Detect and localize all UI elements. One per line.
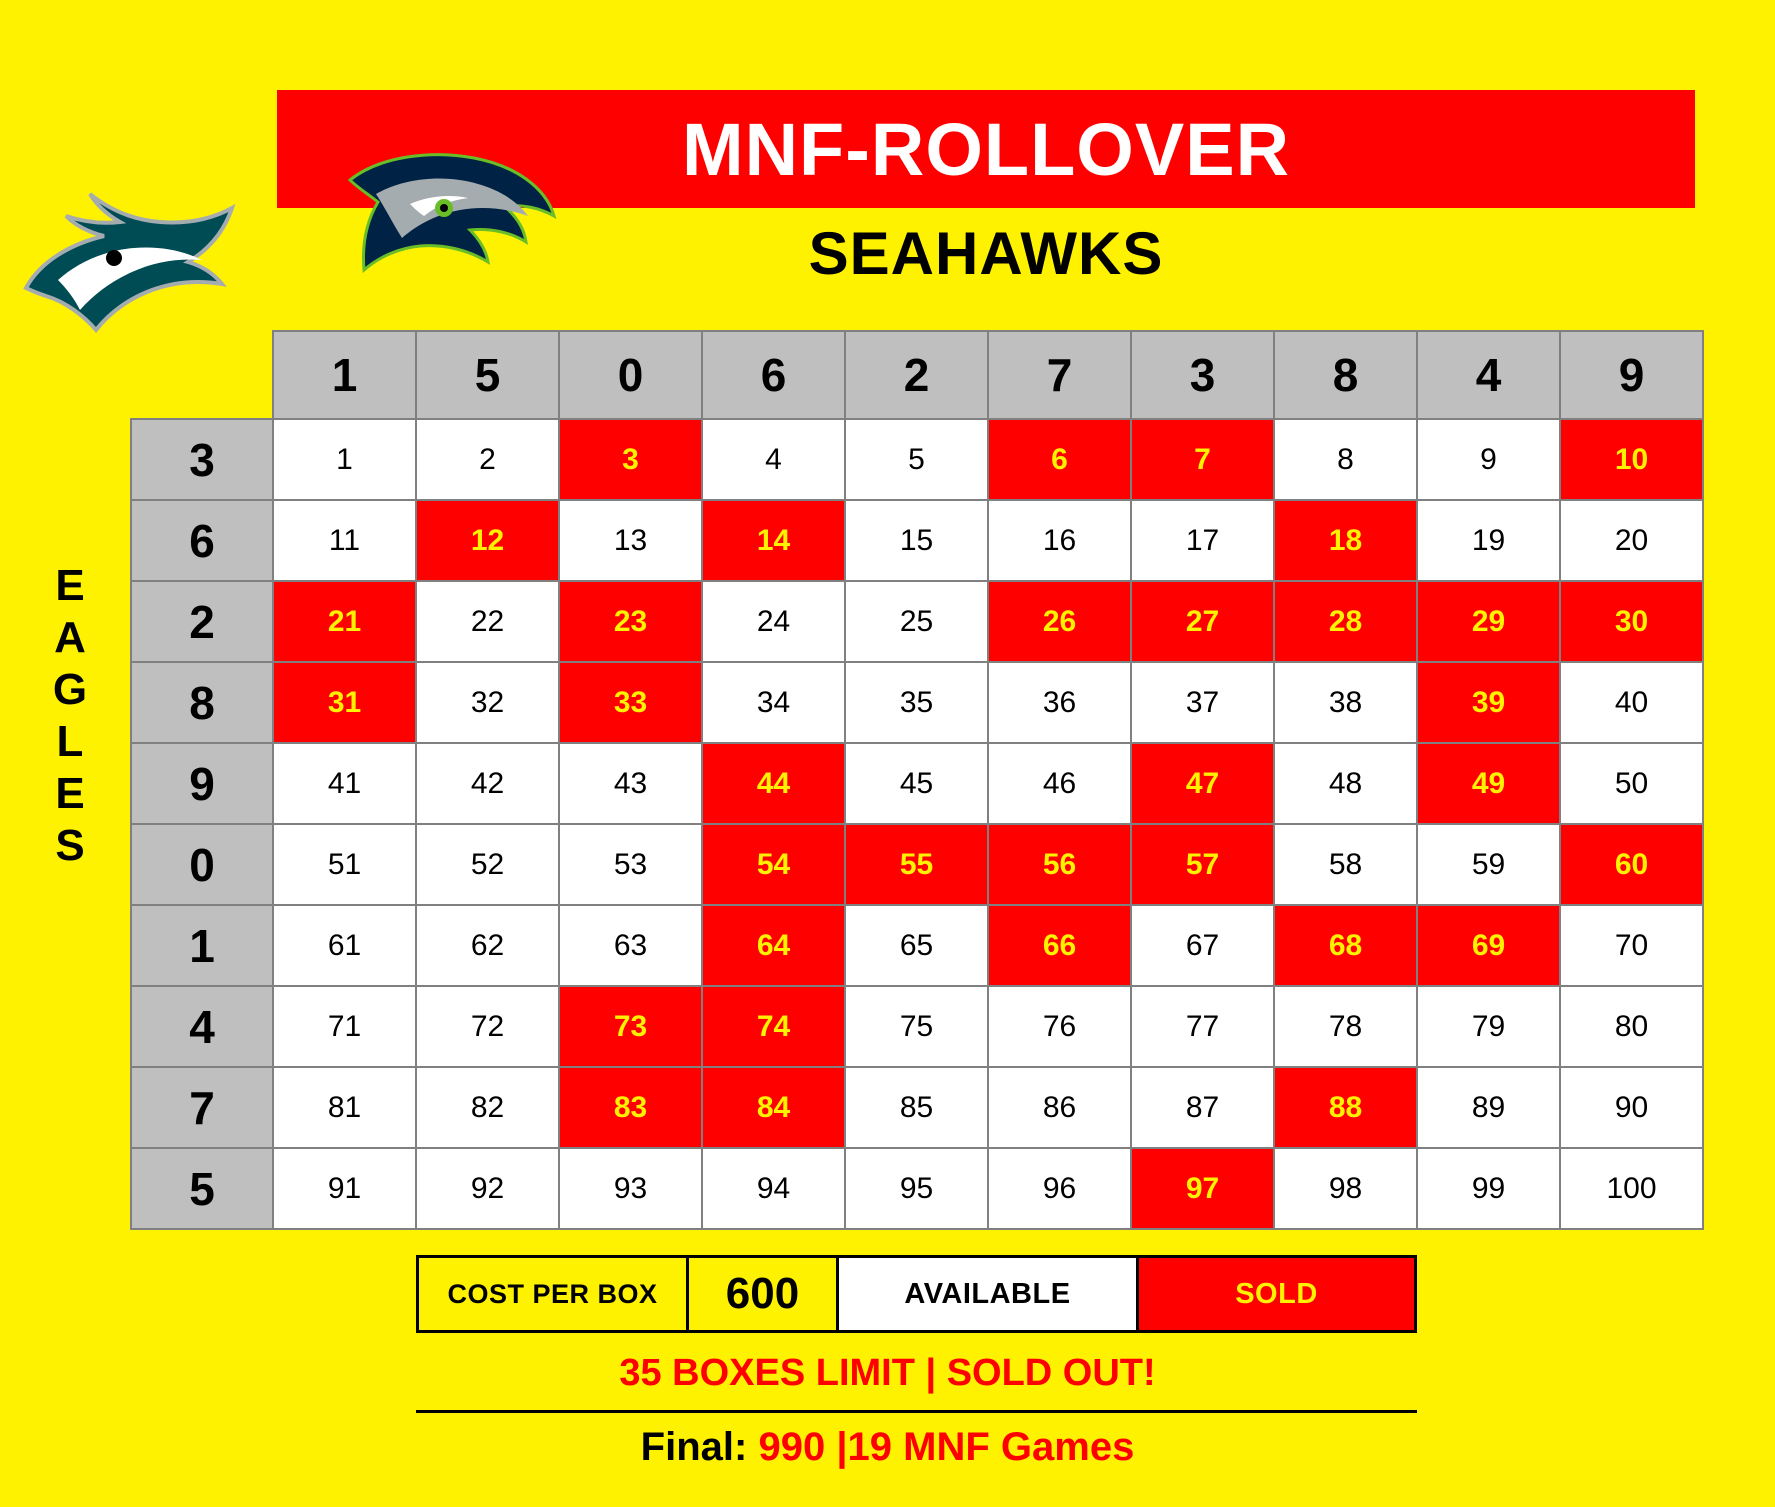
grid-corner bbox=[131, 331, 273, 419]
grid-cell[interactable]: 93 bbox=[559, 1148, 702, 1229]
col-header-1: 5 bbox=[416, 331, 559, 419]
grid-cell[interactable]: 6 bbox=[988, 419, 1131, 500]
grid-cell[interactable]: 76 bbox=[988, 986, 1131, 1067]
grid-cell[interactable]: 90 bbox=[1560, 1067, 1703, 1148]
col-header-6: 3 bbox=[1131, 331, 1274, 419]
grid-cell[interactable]: 33 bbox=[559, 662, 702, 743]
grid-row bbox=[131, 1067, 1703, 1148]
grid-row bbox=[131, 905, 1703, 986]
final-score-line bbox=[0, 1425, 1775, 1470]
grid-cell[interactable]: 48 bbox=[1274, 743, 1417, 824]
grid-cell[interactable]: 79 bbox=[1417, 986, 1560, 1067]
col-header-3: 6 bbox=[702, 331, 845, 419]
row-header-9: 5 bbox=[131, 1148, 273, 1229]
grid-row bbox=[131, 419, 1703, 500]
side-letter: E bbox=[55, 561, 85, 610]
grid-cell[interactable]: 100 bbox=[1560, 1148, 1703, 1229]
row-header-1: 6 bbox=[131, 500, 273, 581]
grid-cell[interactable]: 25 bbox=[845, 581, 988, 662]
grid-cell[interactable]: 17 bbox=[1131, 500, 1274, 581]
grid-header-row bbox=[131, 331, 1703, 419]
footer-divider bbox=[416, 1410, 1417, 1413]
grid-cell[interactable]: 5 bbox=[845, 419, 988, 500]
side-letter: L bbox=[56, 716, 84, 766]
grid-cell[interactable]: 14 bbox=[702, 500, 845, 581]
row-header-7: 4 bbox=[131, 986, 273, 1067]
col-header-8: 4 bbox=[1417, 331, 1560, 419]
mnf-games-count: 19 MNF Games bbox=[847, 1425, 1135, 1469]
grid-cell[interactable]: 3 bbox=[559, 419, 702, 500]
grid-cell[interactable]: 11 bbox=[273, 500, 416, 581]
grid-cell[interactable]: 73 bbox=[559, 986, 702, 1067]
grid-cell[interactable]: 24 bbox=[702, 581, 845, 662]
grid-cell[interactable]: 52 bbox=[416, 824, 559, 905]
grid-cell[interactable]: 84 bbox=[702, 1067, 845, 1148]
final-label: Final: bbox=[640, 1425, 748, 1469]
seahawks-logo bbox=[340, 150, 560, 285]
grid-cell[interactable]: 45 bbox=[845, 743, 988, 824]
page-title: MNF-ROLLOVER bbox=[681, 107, 1291, 191]
squares-grid bbox=[130, 330, 1704, 1230]
cost-per-box-label: COST PER BOX bbox=[419, 1258, 689, 1330]
grid-cell[interactable]: 85 bbox=[845, 1067, 988, 1148]
grid-cell[interactable]: 31 bbox=[273, 662, 416, 743]
grid-cell[interactable]: 63 bbox=[559, 905, 702, 986]
grid-cell[interactable]: 54 bbox=[702, 824, 845, 905]
legend-bar bbox=[416, 1255, 1417, 1333]
col-header-9: 9 bbox=[1560, 331, 1703, 419]
grid-cell[interactable]: 87 bbox=[1131, 1067, 1274, 1148]
grid-cell[interactable]: 81 bbox=[273, 1067, 416, 1148]
grid-cell[interactable]: 72 bbox=[416, 986, 559, 1067]
side-team-label bbox=[40, 560, 100, 871]
legend-sold: SOLD bbox=[1139, 1258, 1414, 1330]
grid-cell[interactable]: 59 bbox=[1417, 824, 1560, 905]
grid-cell[interactable]: 68 bbox=[1274, 905, 1417, 986]
col-header-4: 2 bbox=[845, 331, 988, 419]
eagles-logo bbox=[18, 192, 240, 342]
row-header-5: 0 bbox=[131, 824, 273, 905]
side-letter: S bbox=[55, 820, 85, 870]
away-team-label: SEAHAWKS bbox=[808, 219, 1164, 287]
grid-cell[interactable]: 36 bbox=[988, 662, 1131, 743]
grid-row bbox=[131, 824, 1703, 905]
grid-cell[interactable]: 12 bbox=[416, 500, 559, 581]
grid-cell[interactable]: 37 bbox=[1131, 662, 1274, 743]
grid-cell[interactable]: 39 bbox=[1417, 662, 1560, 743]
grid-row bbox=[131, 662, 1703, 743]
grid-cell[interactable]: 61 bbox=[273, 905, 416, 986]
grid-cell[interactable]: 82 bbox=[416, 1067, 559, 1148]
grid-cell[interactable]: 49 bbox=[1417, 743, 1560, 824]
grid-row bbox=[131, 1148, 1703, 1229]
grid-cell[interactable]: 65 bbox=[845, 905, 988, 986]
grid-cell[interactable]: 97 bbox=[1131, 1148, 1274, 1229]
grid-cell[interactable]: 75 bbox=[845, 986, 988, 1067]
grid-cell[interactable]: 91 bbox=[273, 1148, 416, 1229]
grid-cell[interactable]: 74 bbox=[702, 986, 845, 1067]
grid-cell[interactable]: 32 bbox=[416, 662, 559, 743]
grid-cell[interactable]: 44 bbox=[702, 743, 845, 824]
grid-cell[interactable]: 57 bbox=[1131, 824, 1274, 905]
side-letter: G bbox=[52, 664, 88, 714]
row-header-6: 1 bbox=[131, 905, 273, 986]
cost-per-box-value: 600 bbox=[689, 1258, 839, 1330]
grid-cell[interactable]: 88 bbox=[1274, 1067, 1417, 1148]
grid-cell[interactable]: 30 bbox=[1560, 581, 1703, 662]
grid-cell[interactable]: 18 bbox=[1274, 500, 1417, 581]
grid-cell[interactable]: 99 bbox=[1417, 1148, 1560, 1229]
grid-cell[interactable]: 28 bbox=[1274, 581, 1417, 662]
grid-cell[interactable]: 20 bbox=[1560, 500, 1703, 581]
grid-cell[interactable]: 29 bbox=[1417, 581, 1560, 662]
side-letter: A bbox=[54, 612, 86, 662]
col-header-0: 1 bbox=[273, 331, 416, 419]
grid-row bbox=[131, 743, 1703, 824]
grid-cell[interactable]: 46 bbox=[988, 743, 1131, 824]
grid-cell[interactable]: 60 bbox=[1560, 824, 1703, 905]
grid-cell[interactable]: 78 bbox=[1274, 986, 1417, 1067]
grid-cell[interactable]: 55 bbox=[845, 824, 988, 905]
grid-row bbox=[131, 986, 1703, 1067]
grid-cell[interactable]: 41 bbox=[273, 743, 416, 824]
grid-cell[interactable]: 13 bbox=[559, 500, 702, 581]
grid-cell[interactable]: 9 bbox=[1417, 419, 1560, 500]
grid-cell[interactable]: 26 bbox=[988, 581, 1131, 662]
grid-row bbox=[131, 500, 1703, 581]
grid-row bbox=[131, 581, 1703, 662]
grid-cell[interactable]: 38 bbox=[1274, 662, 1417, 743]
grid-cell[interactable]: 19 bbox=[1417, 500, 1560, 581]
grid-cell[interactable]: 7 bbox=[1131, 419, 1274, 500]
col-header-2: 0 bbox=[559, 331, 702, 419]
grid-cell[interactable]: 1 bbox=[273, 419, 416, 500]
grid-cell[interactable]: 66 bbox=[988, 905, 1131, 986]
grid-cell[interactable]: 22 bbox=[416, 581, 559, 662]
grid-cell[interactable]: 70 bbox=[1560, 905, 1703, 986]
grid-cell[interactable]: 95 bbox=[845, 1148, 988, 1229]
grid-cell[interactable]: 53 bbox=[559, 824, 702, 905]
grid-cell[interactable]: 69 bbox=[1417, 905, 1560, 986]
grid-cell[interactable]: 21 bbox=[273, 581, 416, 662]
grid-cell[interactable]: 77 bbox=[1131, 986, 1274, 1067]
final-separator: | bbox=[836, 1425, 848, 1469]
boxes-limit-text: 35 BOXES LIMIT | SOLD OUT! bbox=[619, 1352, 1156, 1394]
grid-cell[interactable]: 42 bbox=[416, 743, 559, 824]
grid-cell[interactable]: 80 bbox=[1560, 986, 1703, 1067]
grid-cell[interactable]: 43 bbox=[559, 743, 702, 824]
grid-cell[interactable]: 86 bbox=[988, 1067, 1131, 1148]
row-header-2: 2 bbox=[131, 581, 273, 662]
row-header-8: 7 bbox=[131, 1067, 273, 1148]
col-header-5: 7 bbox=[988, 331, 1131, 419]
grid-cell[interactable]: 50 bbox=[1560, 743, 1703, 824]
grid-cell[interactable]: 15 bbox=[845, 500, 988, 581]
grid-cell[interactable]: 64 bbox=[702, 905, 845, 986]
grid-cell[interactable]: 10 bbox=[1560, 419, 1703, 500]
grid-cell[interactable]: 27 bbox=[1131, 581, 1274, 662]
grid-cell[interactable]: 92 bbox=[416, 1148, 559, 1229]
row-header-4: 9 bbox=[131, 743, 273, 824]
grid-cell[interactable]: 8 bbox=[1274, 419, 1417, 500]
grid-cell[interactable]: 58 bbox=[1274, 824, 1417, 905]
legend-available: AVAILABLE bbox=[839, 1258, 1139, 1330]
row-header-0: 3 bbox=[131, 419, 273, 500]
grid-cell[interactable]: 2 bbox=[416, 419, 559, 500]
grid-cell[interactable]: 98 bbox=[1274, 1148, 1417, 1229]
grid-cell[interactable]: 71 bbox=[273, 986, 416, 1067]
grid-cell[interactable]: 23 bbox=[559, 581, 702, 662]
grid-cell[interactable]: 51 bbox=[273, 824, 416, 905]
grid-cell[interactable]: 16 bbox=[988, 500, 1131, 581]
grid-cell[interactable]: 47 bbox=[1131, 743, 1274, 824]
grid-cell[interactable]: 35 bbox=[845, 662, 988, 743]
row-header-3: 8 bbox=[131, 662, 273, 743]
grid-cell[interactable]: 94 bbox=[702, 1148, 845, 1229]
grid-cell[interactable]: 40 bbox=[1560, 662, 1703, 743]
final-value: 990 bbox=[758, 1425, 826, 1469]
grid-cell[interactable]: 96 bbox=[988, 1148, 1131, 1229]
grid-cell[interactable]: 56 bbox=[988, 824, 1131, 905]
side-letter: E bbox=[55, 768, 85, 818]
grid-cell[interactable]: 34 bbox=[702, 662, 845, 743]
grid-cell[interactable]: 83 bbox=[559, 1067, 702, 1148]
col-header-7: 8 bbox=[1274, 331, 1417, 419]
grid-cell[interactable]: 62 bbox=[416, 905, 559, 986]
grid-cell[interactable]: 67 bbox=[1131, 905, 1274, 986]
grid-cell[interactable]: 89 bbox=[1417, 1067, 1560, 1148]
grid-cell[interactable]: 4 bbox=[702, 419, 845, 500]
